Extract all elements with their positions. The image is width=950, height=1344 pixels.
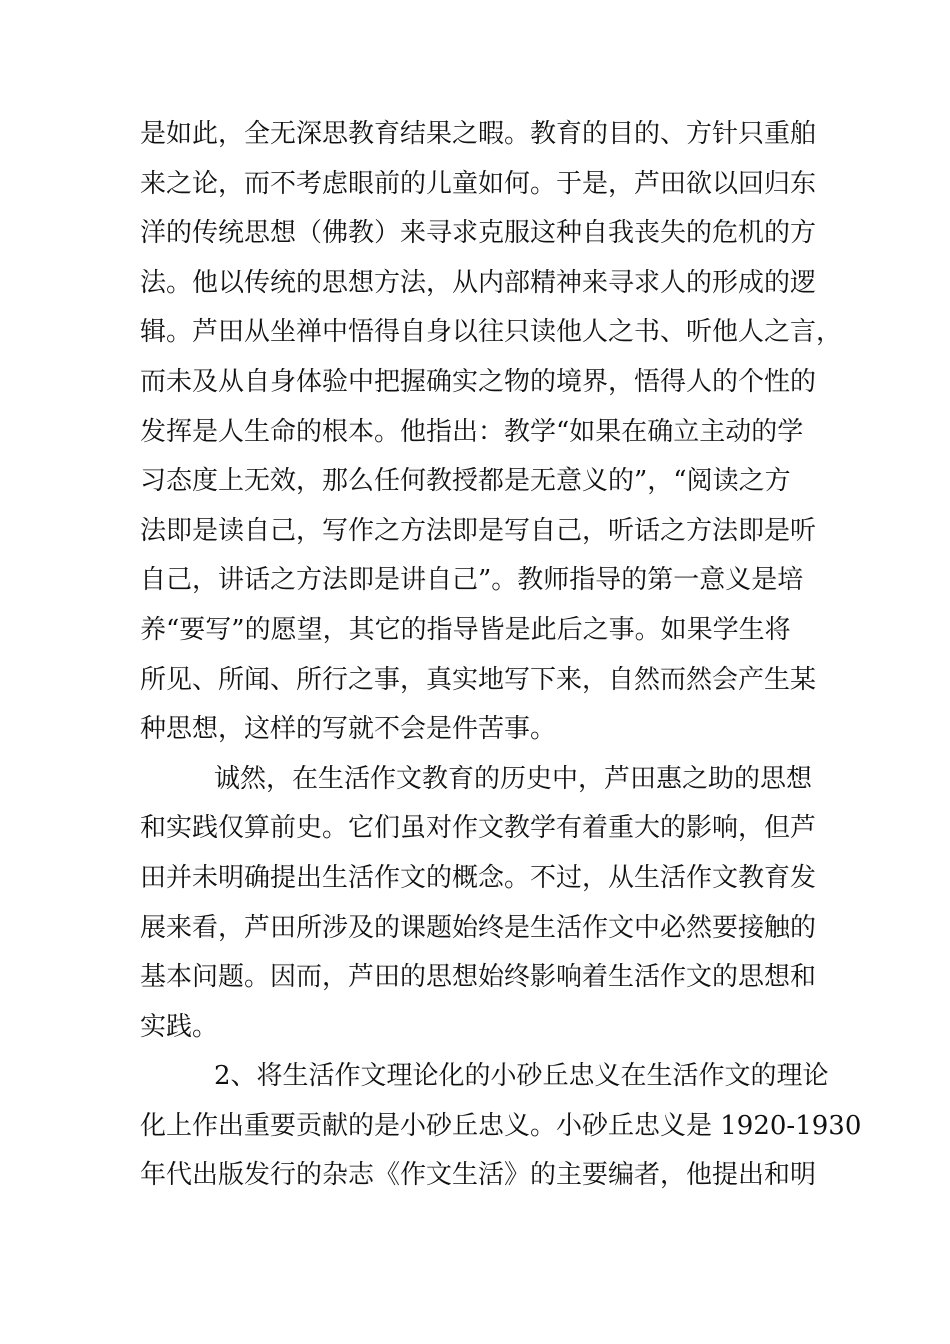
text-line: 发挥是人生命的根本。他指出：教学“如果在确立主动的学 [140, 416, 804, 447]
text-line: 来之论，而不考虑眼前的儿童如何。于是，芦田欲以回归东 [140, 168, 817, 199]
text-line: 种思想，这样的写就不会是件苦事。 [140, 714, 557, 745]
text-line: 田并未明确提出生活作文的概念。不过，从生活作文教育发 [140, 862, 817, 893]
text-line: 洋的传统思想（佛教）来寻求克服这种自我丧失的危机的方 [140, 218, 817, 249]
text-line: 2、将生活作文理论化的小砂丘忠义在生活作文的理论 [214, 1061, 829, 1092]
document-page [140, 110, 862, 1201]
text-line: 诚然，在生活作文教育的历史中，芦田惠之助的思想 [214, 763, 813, 794]
text-line: 习态度上无效，那么任何教授都是无意义的”，“阅读之方 [140, 466, 791, 497]
text-line: 而未及从自身体验中把握确实之物的境界，悟得人的个性的 [140, 366, 817, 397]
text-line: 年代出版发行的杂志《作文生活》的主要编者，他提出和明 [140, 1160, 817, 1191]
text-line: 所见、所闻、所行之事，真实地写下来，自然而然会产生某 [140, 664, 817, 695]
text-line: 化上作出重要贡献的是小砂丘忠义。小砂丘忠义是 1920-1930 [140, 1110, 862, 1141]
text-line: 是如此，全无深思教育结果之暇。教育的目的、方针只重舶 [140, 119, 817, 149]
text-line: 展来看，芦田所涉及的课题始终是生活作文中必然要接触的 [140, 912, 817, 943]
paragraph-2 [140, 755, 820, 1053]
text-line: 辑。芦田从坐禅中悟得自身以往只读他人之书、听他人之言， [140, 317, 843, 348]
text-line: 和实践仅算前史。它们虽对作文教学有着重大的影响，但芦 [140, 813, 817, 844]
text-line: 养“要写”的愿望，其它的指导皆是此后之事。如果学生将 [140, 614, 791, 645]
text-line: 法即是读自己，写作之方法即是写自己，听话之方法即是听 [140, 515, 817, 546]
text-line: 实践。 [140, 1011, 219, 1042]
text-line: 法。他以传统的思想方法，从内部精神来寻求人的形成的逻 [140, 267, 817, 298]
paragraph-3 [140, 1052, 862, 1201]
text-line: 自己，讲话之方法即是讲自己”。教师指导的第一意义是培 [140, 565, 804, 596]
text-line: 基本问题。因而，芦田的思想始终影响着生活作文的思想和 [140, 962, 817, 993]
paragraph-1 [140, 110, 843, 755]
